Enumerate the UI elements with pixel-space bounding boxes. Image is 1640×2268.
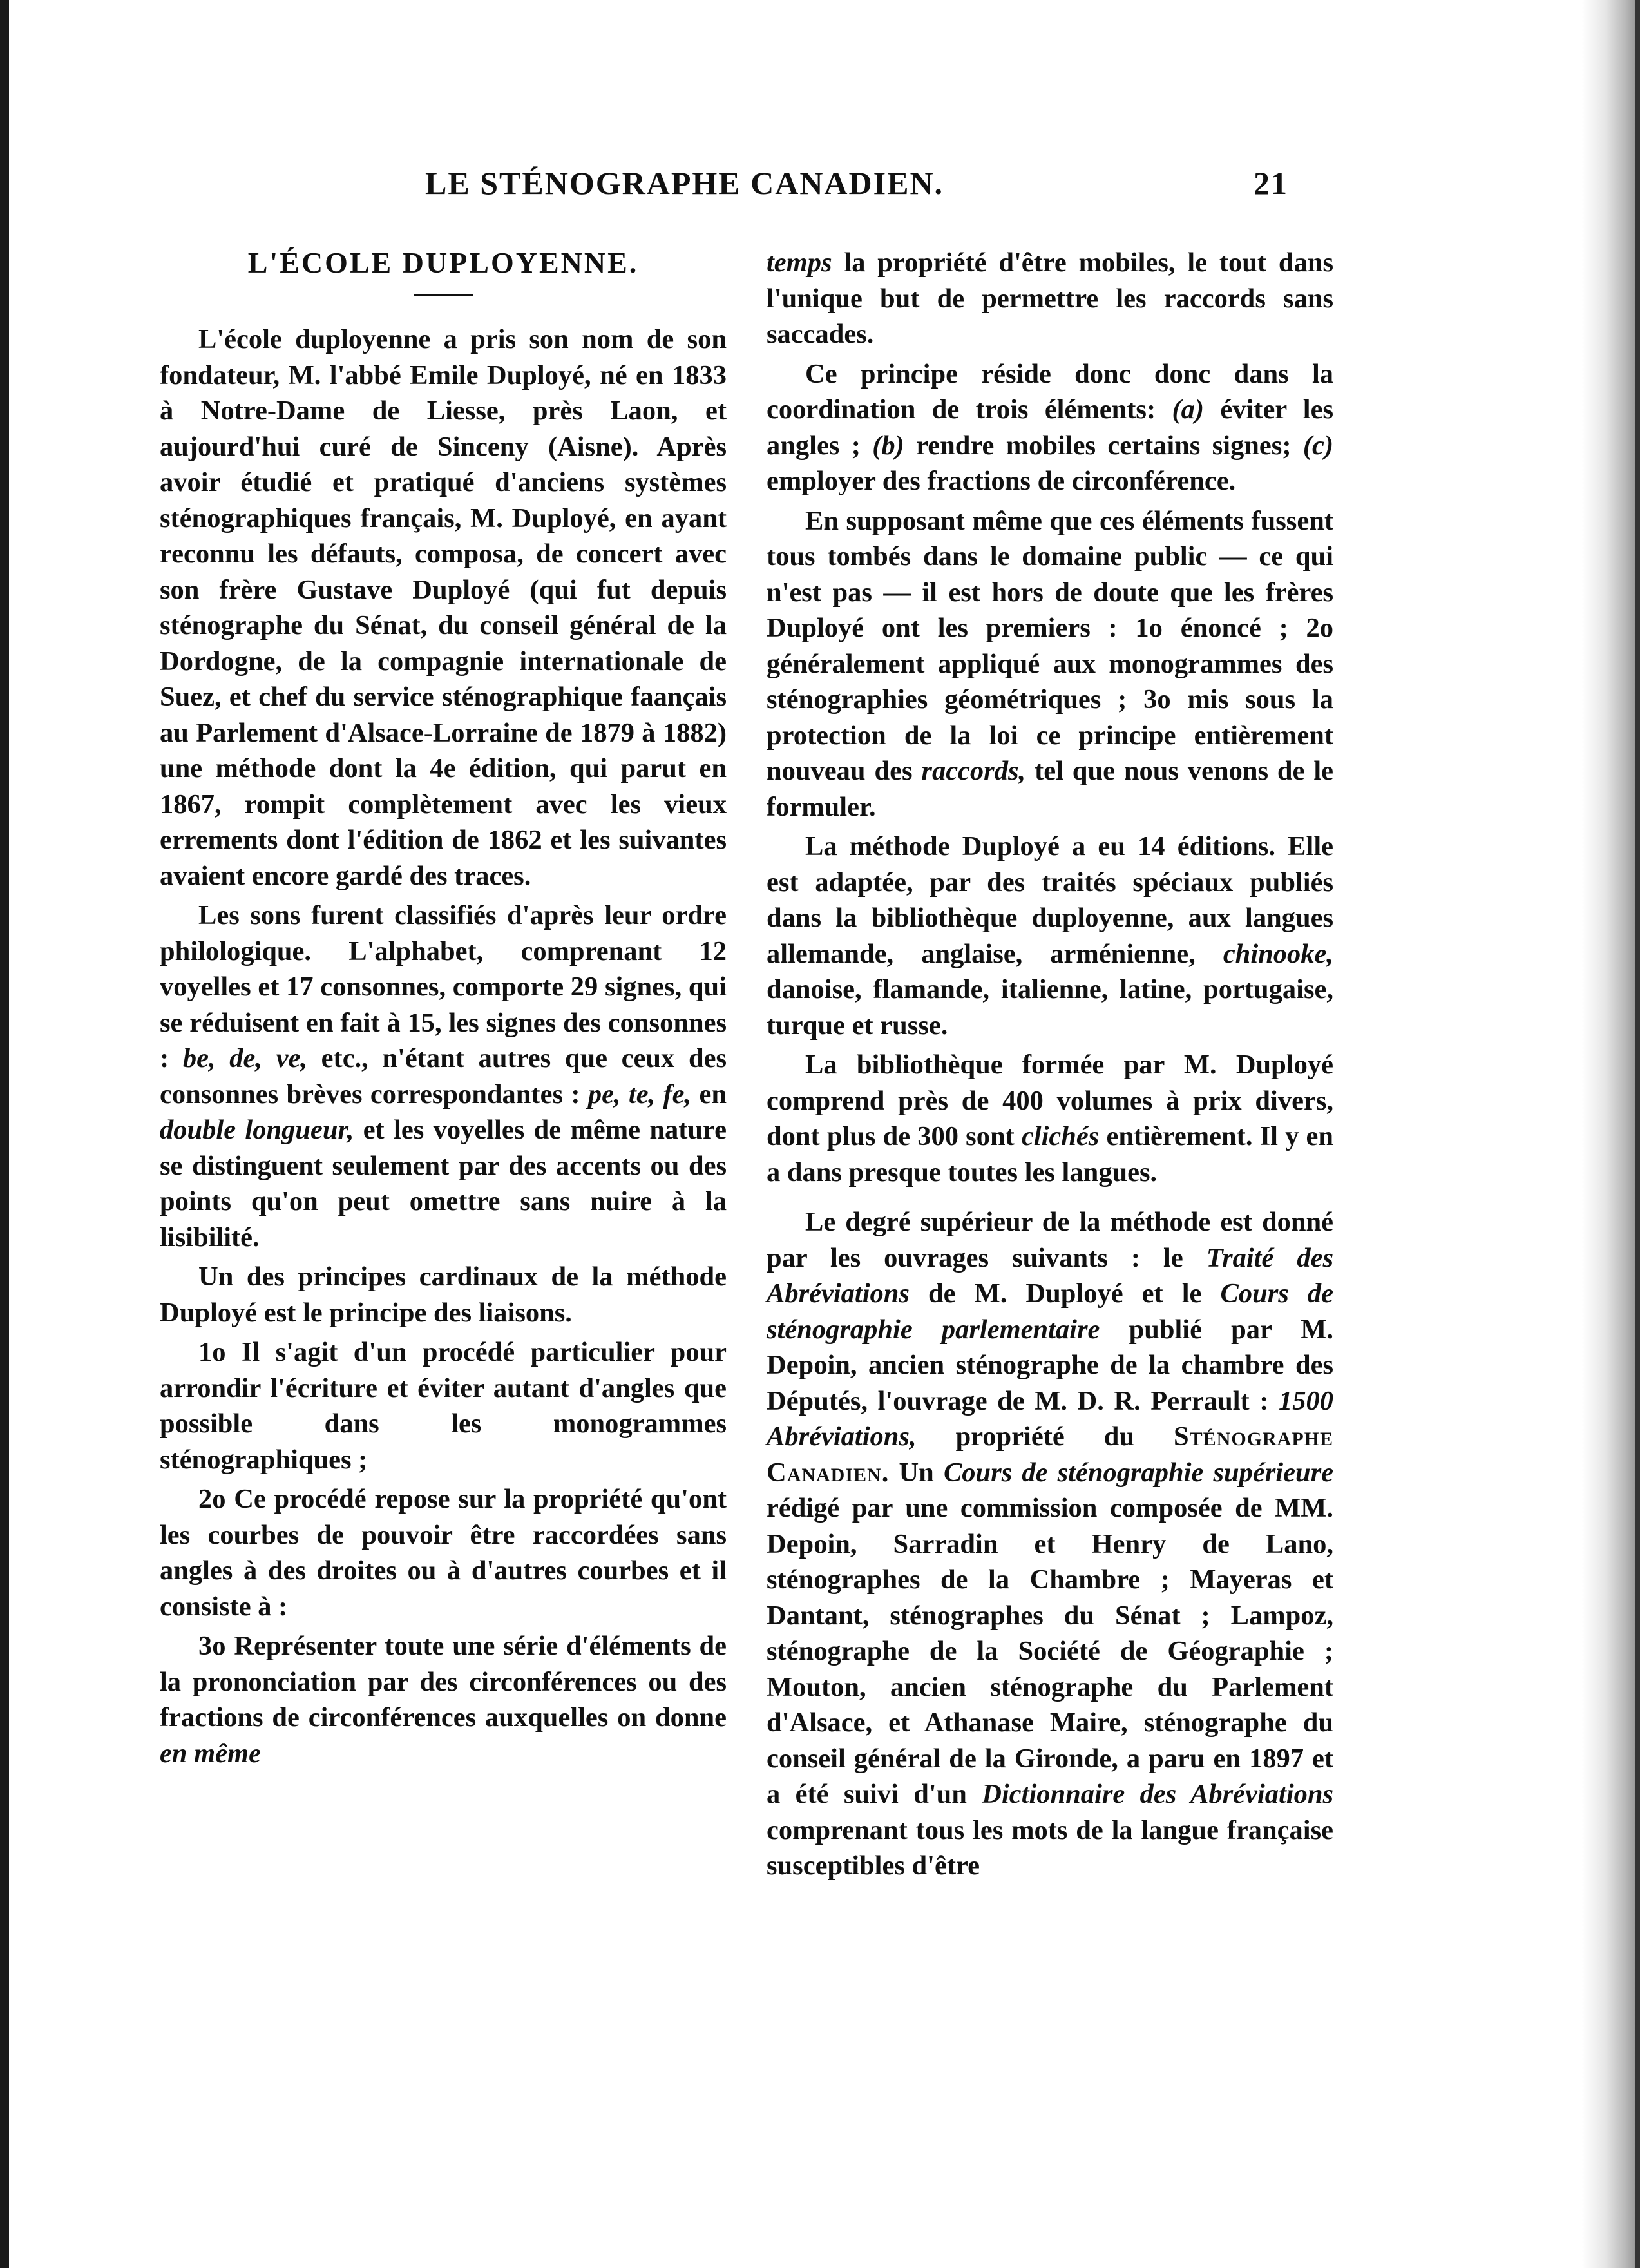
paragraph-text: la propriété d'être mobiles, le tout dans l'unique but de permettre les raccords sans saccades. [767, 247, 1333, 349]
paragraph-text: 3o Représenter toute une série d'éléments de la prononciation par des circonférences ou des fractions de circonférences auxquelles on donne [160, 1631, 727, 1733]
page-right-shadow [1582, 0, 1640, 2268]
paragraph-library [767, 1047, 1333, 1190]
paragraph-founder: L'école duployenne a pris son nom de son fondateur, M. l'abbé Emile Duployé, né en 1833 à Notre-Dame de Liesse, près Laon, et aujourd'hui curé de Sinceny (Aisne). Après avoir étudié et pratiqué d'anciens systèmes sténographiques français, M. Duployé, en ayant reconnu les défauts, composa, de concert avec son frère Gustave Duployé (qui fut depuis sténographe du Sénat, du conseil général de la Dordogne, de la compagnie internationale de Suez, et chef du service sténographique faançais au Parlement d'Alsace-Lorraine de 1879 à 1882) une méthode dont la 4e édition, qui parut en 1867, rompit complètement avec les vieux errements dont l'édition de 1862 et les suivantes avaient encore gardé des traces. [160, 324, 727, 891]
paragraph-text: Un [899, 1457, 934, 1488]
paragraph-coordination [767, 356, 1333, 499]
paragraph-sounds [160, 898, 727, 1255]
paragraph-text: La bibliothèque formée par M. Duployé comprend près de 400 volumes à prix divers, dont plus de 300 sont [767, 1050, 1333, 1151]
italic-text: Cours de sténographie supérieure [943, 1457, 1334, 1488]
page-left-border [0, 0, 9, 2268]
paragraph-point-1: 1o Il s'agit d'un procédé particulier pour arrondir l'écriture et éviter autant d'angles que possible dans les monogrammes sténographiques ; [160, 1337, 727, 1475]
paragraph-text: et les voyelles de même nature se distinguent seulement par des accents ou des points qu'on peut omettre sans nuire à la lisibilité. [160, 1115, 727, 1253]
paragraph-text: comprenant tous les mots de la langue française susceptibles d'être [767, 1814, 1333, 1881]
paragraph-text: etc., n'étant autres que ceux des consonnes brèves correspondantes : [160, 1043, 727, 1110]
paragraph-text: employer des fractions de circonférence. [767, 466, 1236, 496]
paragraph-higher-degree [767, 1204, 1333, 1884]
italic-text: pe, te, fe, [587, 1079, 692, 1110]
small-caps-text: Sténographe Canadien. [767, 1421, 1333, 1488]
italic-text: clichés [1021, 1121, 1100, 1151]
paragraph-continued [767, 245, 1333, 352]
paragraph-principles: Un des principes cardinaux de la méthode Duployé est le principe des liaisons. [160, 1262, 727, 1328]
paragraph-text: éviter les angles ; [767, 394, 1333, 461]
paragraph-public-domain [767, 503, 1333, 825]
section-title: L'ÉCOLE DUPLOYENNE. [247, 246, 639, 279]
title-rule [414, 294, 473, 296]
paragraph-text: propriété du [955, 1421, 1135, 1452]
paragraph-text: de M. Duployé et le [928, 1278, 1202, 1309]
paragraph-text: entièrement. Il y en a dans presque toutes les langues. [767, 1121, 1334, 1187]
italic-text: (b) [872, 430, 904, 461]
italic-text: en même [160, 1738, 261, 1769]
italic-text: raccords, [921, 756, 1026, 786]
paragraph-point-2: 2o Ce procédé repose sur la propriété qu'ont les courbes de pouvoir être raccordées sans angles à des droites ou à d'autres courbes et il consiste à : [160, 1484, 727, 1622]
italic-text: chinooke, [1223, 938, 1333, 969]
italic-text: Cours de sténographie parlementaire [767, 1278, 1333, 1345]
paragraph-text: publié par M. Depoin, ancien sténographe de la chambre des Députés, l'ouvrage de M. D. R. Perrault : [767, 1314, 1334, 1416]
paragraph-text: rendre mobiles certains signes; [916, 430, 1292, 461]
paragraph-point-3 [160, 1628, 727, 1771]
paragraph-text: tel que nous venons de le formuler. [767, 756, 1334, 822]
page-right-edge [1635, 0, 1640, 2268]
italic-text: 1500 Abréviations, [767, 1385, 1333, 1452]
italic-text: Dictionnaire des Abréviations [982, 1779, 1333, 1809]
paragraph-text: Le degré supérieur de la méthode est donné par les ouvrages suivants : le [767, 1207, 1333, 1273]
paragraph-text: La méthode Duployé a eu 14 éditions. Elle est adaptée, par des traités spéciaux publiés dans la bibliothèque duployenne, aux langues allemande, anglaise, arménienne, [767, 831, 1333, 969]
left-column [160, 245, 727, 1775]
paragraph-text: danoise, flamande, italienne, latine, portugaise, turque et russe. [767, 974, 1333, 1041]
italic-text: (c) [1302, 430, 1334, 461]
italic-text: temps [767, 247, 832, 278]
running-head: LE STÉNOGRAPHE CANADIEN. [425, 165, 944, 201]
italic-text: be, de, ve, [182, 1043, 307, 1073]
page-number: 21 [1254, 165, 1288, 201]
italic-text: (a) [1172, 394, 1205, 425]
paragraph-text: rédigé par une commission composée de MM. Depoin, Sarradin et Henry de Lano, sténographes de la Chambre ; Mayeras et Dantant, sténographes du Sénat ; Lampoz, sténographe de la Société de Géographie ; Mouton, ancien sténographe du Parlement d'Alsace, et Athanase Maire, sténographe du conseil général de la Gironde, a paru en 1897 et a été suivi d'un [767, 1493, 1333, 1809]
paragraph-text: Ce principe réside donc donc dans la coordination de trois éléments: [767, 358, 1333, 425]
page-header [425, 164, 1288, 216]
italic-text: Traité des Abréviations [767, 1242, 1334, 1309]
paragraph-text: Les sons furent classifiés d'après leur ordre philologique. L'alphabet, comprenant 12 voyelles et 17 consonnes, comporte 29 signes, qui se réduisent en fait à 15, les signes des consonnes : [160, 900, 727, 1073]
paragraph-text: en [699, 1079, 727, 1110]
italic-text: double longueur, [160, 1115, 354, 1145]
paragraph-text: En supposant même que ces éléments fussent tous tombés dans le domaine public — ce qui n'est pas — il est hors de doute que les frères Duployé ont les premiers : 1o énoncé ; 2o généralement appliqué aux monogrammes des sténographies géométriques ; 3o mis sous la protection de la loi ce principe entièrement nouveau des [767, 505, 1333, 786]
right-column [767, 245, 1333, 1888]
paragraph-editions [767, 829, 1333, 1043]
